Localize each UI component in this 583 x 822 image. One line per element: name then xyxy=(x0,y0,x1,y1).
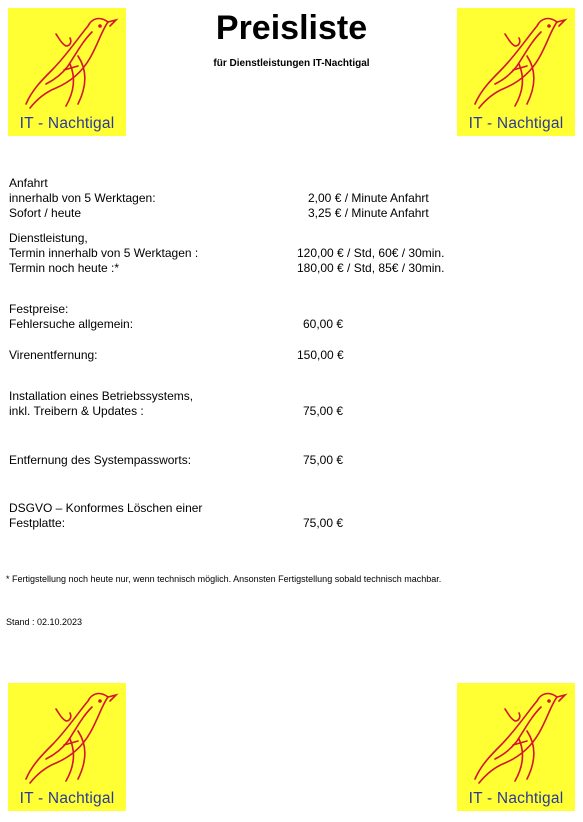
dsgvo-label-line2: Festplatte: xyxy=(9,516,66,530)
footnote: * Fertigstellung noch heute nur, wenn technisch möglich. Ansonsten Fertigstellung sobald technisch machbar. xyxy=(6,574,442,584)
installation-price: 75,00 € xyxy=(303,404,344,418)
page-title: Preisliste xyxy=(215,9,368,47)
passwort-price: 75,00 € xyxy=(303,453,344,467)
viren-price: 150,00 € xyxy=(297,348,344,362)
logo-text: IT - Nachtigal xyxy=(19,790,115,807)
section-heading-festpreise: Festpreise: xyxy=(9,302,69,316)
logo-text: IT - Nachtigal xyxy=(19,115,115,132)
dsgvo-label-line1: DSGVO – Konformes Löschen einer xyxy=(9,501,203,515)
fehlersuche-label: Fehlersuche allgemein: xyxy=(9,317,134,331)
stand-date: Stand : 02.10.2023 xyxy=(6,617,83,627)
anfahrt-price-1: 2,00 € / Minute Anfahrt xyxy=(308,191,429,205)
dienstleistung-price-2: 180,00 € / Std, 85€ / 30min. xyxy=(297,261,445,275)
anfahrt-price-2: 3,25 € / Minute Anfahrt xyxy=(308,206,429,220)
page-subtitle: für Dienstleistungen IT-Nachtigal xyxy=(213,58,370,69)
viren-label: Virenentfernung: xyxy=(9,348,98,362)
logo-bottom-left xyxy=(8,683,126,811)
dienstleistung-label-1: Termin innerhalb von 5 Werktagen : xyxy=(9,246,199,260)
logo-bottom-right xyxy=(457,683,575,811)
anfahrt-label-2: Sofort / heute xyxy=(9,206,82,220)
fehlersuche-price: 60,00 € xyxy=(303,317,344,331)
section-heading-dienstleistung: Dienstleistung, xyxy=(9,231,88,245)
installation-label-line2: inkl. Treibern & Updates : xyxy=(9,404,144,418)
section-heading-anfahrt: Anfahrt xyxy=(9,176,48,190)
nightingale-bird-icon xyxy=(457,683,575,791)
installation-label-line1: Installation eines Betriebssystems, xyxy=(9,389,194,403)
dienstleistung-price-1: 120,00 € / Std, 60€ / 30min. xyxy=(297,246,445,260)
logo-text: IT - Nachtigal xyxy=(468,790,564,807)
logo-text: IT - Nachtigal xyxy=(468,115,564,132)
dsgvo-price: 75,00 € xyxy=(303,516,344,530)
nightingale-bird-icon xyxy=(8,683,126,791)
dienstleistung-label-2: Termin noch heute :* xyxy=(9,261,120,275)
anfahrt-label-1: innerhalb von 5 Werktagen: xyxy=(9,191,156,205)
passwort-label: Entfernung des Systempassworts: xyxy=(9,453,192,467)
